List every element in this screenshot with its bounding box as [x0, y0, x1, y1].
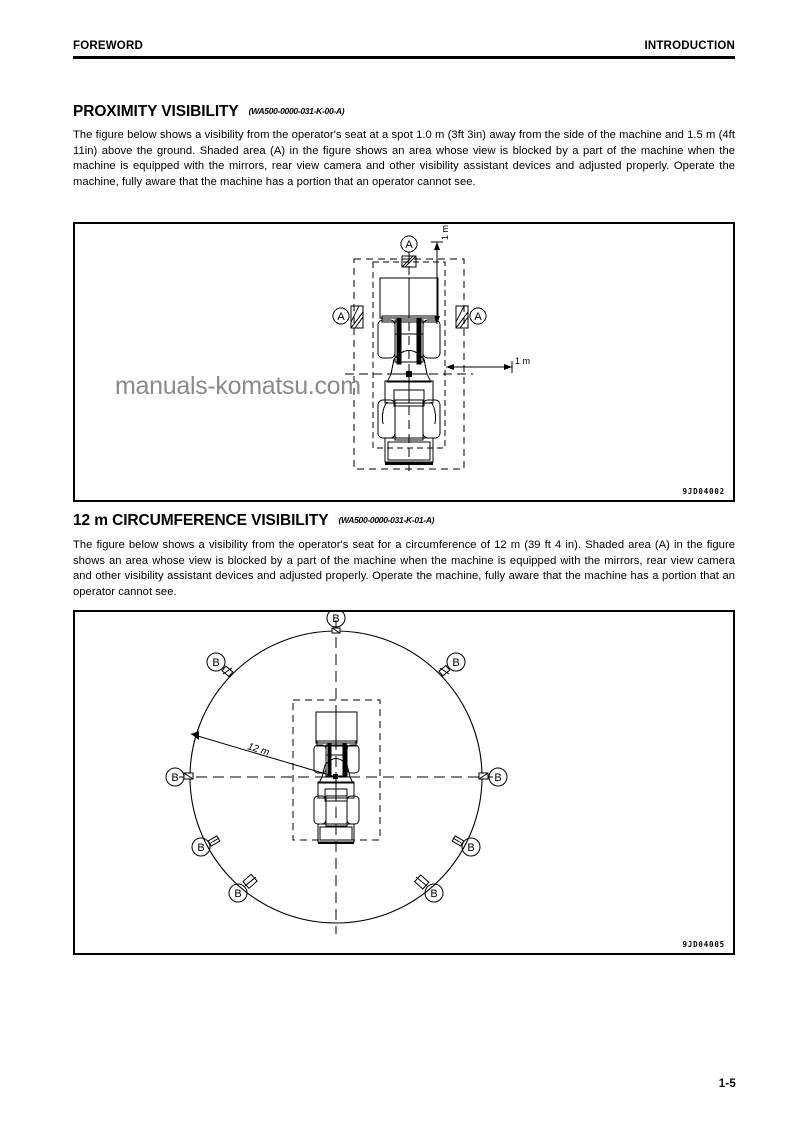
figure-proximity-visibility [73, 222, 735, 502]
figure-2-callout-lr-label: B [467, 842, 475, 854]
section-2-heading [73, 512, 434, 530]
figure-2-callout-ll-label: B [197, 842, 205, 854]
section-2-code: (WA500-0000-031-K-01-A) [338, 515, 435, 525]
figure-2-drawing [75, 612, 733, 953]
watermark: manuals-komatsu.com [115, 372, 361, 400]
page-header [73, 40, 735, 60]
figure-2-callout-right-label: B [494, 772, 502, 784]
callout-b-lower-left [192, 836, 220, 856]
figure-1-dimension-right-label: 1 m [515, 356, 531, 366]
figure-1-dimension-top-label: 1 m [440, 224, 450, 240]
section-2-title: 12 m CIRCUMFERENCE VISIBILITY [73, 512, 329, 529]
figure-1-callout-right-label: A [474, 311, 482, 323]
callout-b-upper-left [207, 653, 233, 677]
section-1-code: (WA500-0000-031-K-00-A) [248, 106, 345, 116]
figure-1-code: 9JD04002 [682, 487, 725, 496]
section-1-title: PROXIMITY VISIBILITY [73, 103, 239, 120]
section-1-heading [73, 103, 344, 121]
figure-1-callout-left-label: A [337, 311, 345, 323]
section-2-body: The figure below shows a visibility from the operator's seat for a circumference of 12 m (39 ft 4 in). Shaded area (A) in the figure shows an area whose view is blocked by a part of the machine when the machine is equipped with the mirrors, rear view camera and other visibility assistant devices and adjusted properly. Operate the machine, fully aware that the machine has a portion that an operator cannot see. [73, 539, 735, 598]
header-rule [73, 56, 735, 59]
figure-2-callout-ur-label: B [452, 657, 460, 669]
figure-1-callout-top-label: A [405, 239, 413, 251]
figure-1-drawing [75, 224, 733, 500]
page-number: 1-5 [718, 1078, 736, 1090]
figure-2-callout-top-label: B [332, 613, 340, 625]
dimension-right-1m [446, 361, 512, 373]
figure-2-callout-ul-label: B [212, 657, 220, 669]
figure-2-callout-bl-label: B [234, 888, 242, 900]
figure-2-callout-br-label: B [430, 888, 438, 900]
callout-b-bottom-left [229, 874, 257, 902]
figure-circumference-visibility [73, 610, 735, 955]
callout-b-bottom-right [415, 875, 443, 902]
section-1-body: The figure below shows a visibility from the operator's seat at a spot 1.0 m (3ft 3in) away from the side of the machine and 1.5 m (4ft 11in) above the ground. Shaded area (A) in the figure shows an area whose view is blocked by a part of the machine when the machine is equipped with the mirrors, rear view camera and other visibility assistant devices and adjusted properly. Operate the machine, fully aware that the machine has a portion that an operator cannot see. [73, 129, 735, 188]
figure-2-radius-label: 12 m [246, 741, 271, 759]
figure-2-code: 9JD04005 [682, 940, 725, 949]
callout-b-lower-right [452, 836, 480, 856]
figure-2-callout-left-label: B [171, 772, 179, 784]
header-left-label: FOREWORD [73, 40, 143, 52]
dimension-top-1m [431, 242, 443, 324]
header-right-label: INTRODUCTION [644, 40, 735, 52]
